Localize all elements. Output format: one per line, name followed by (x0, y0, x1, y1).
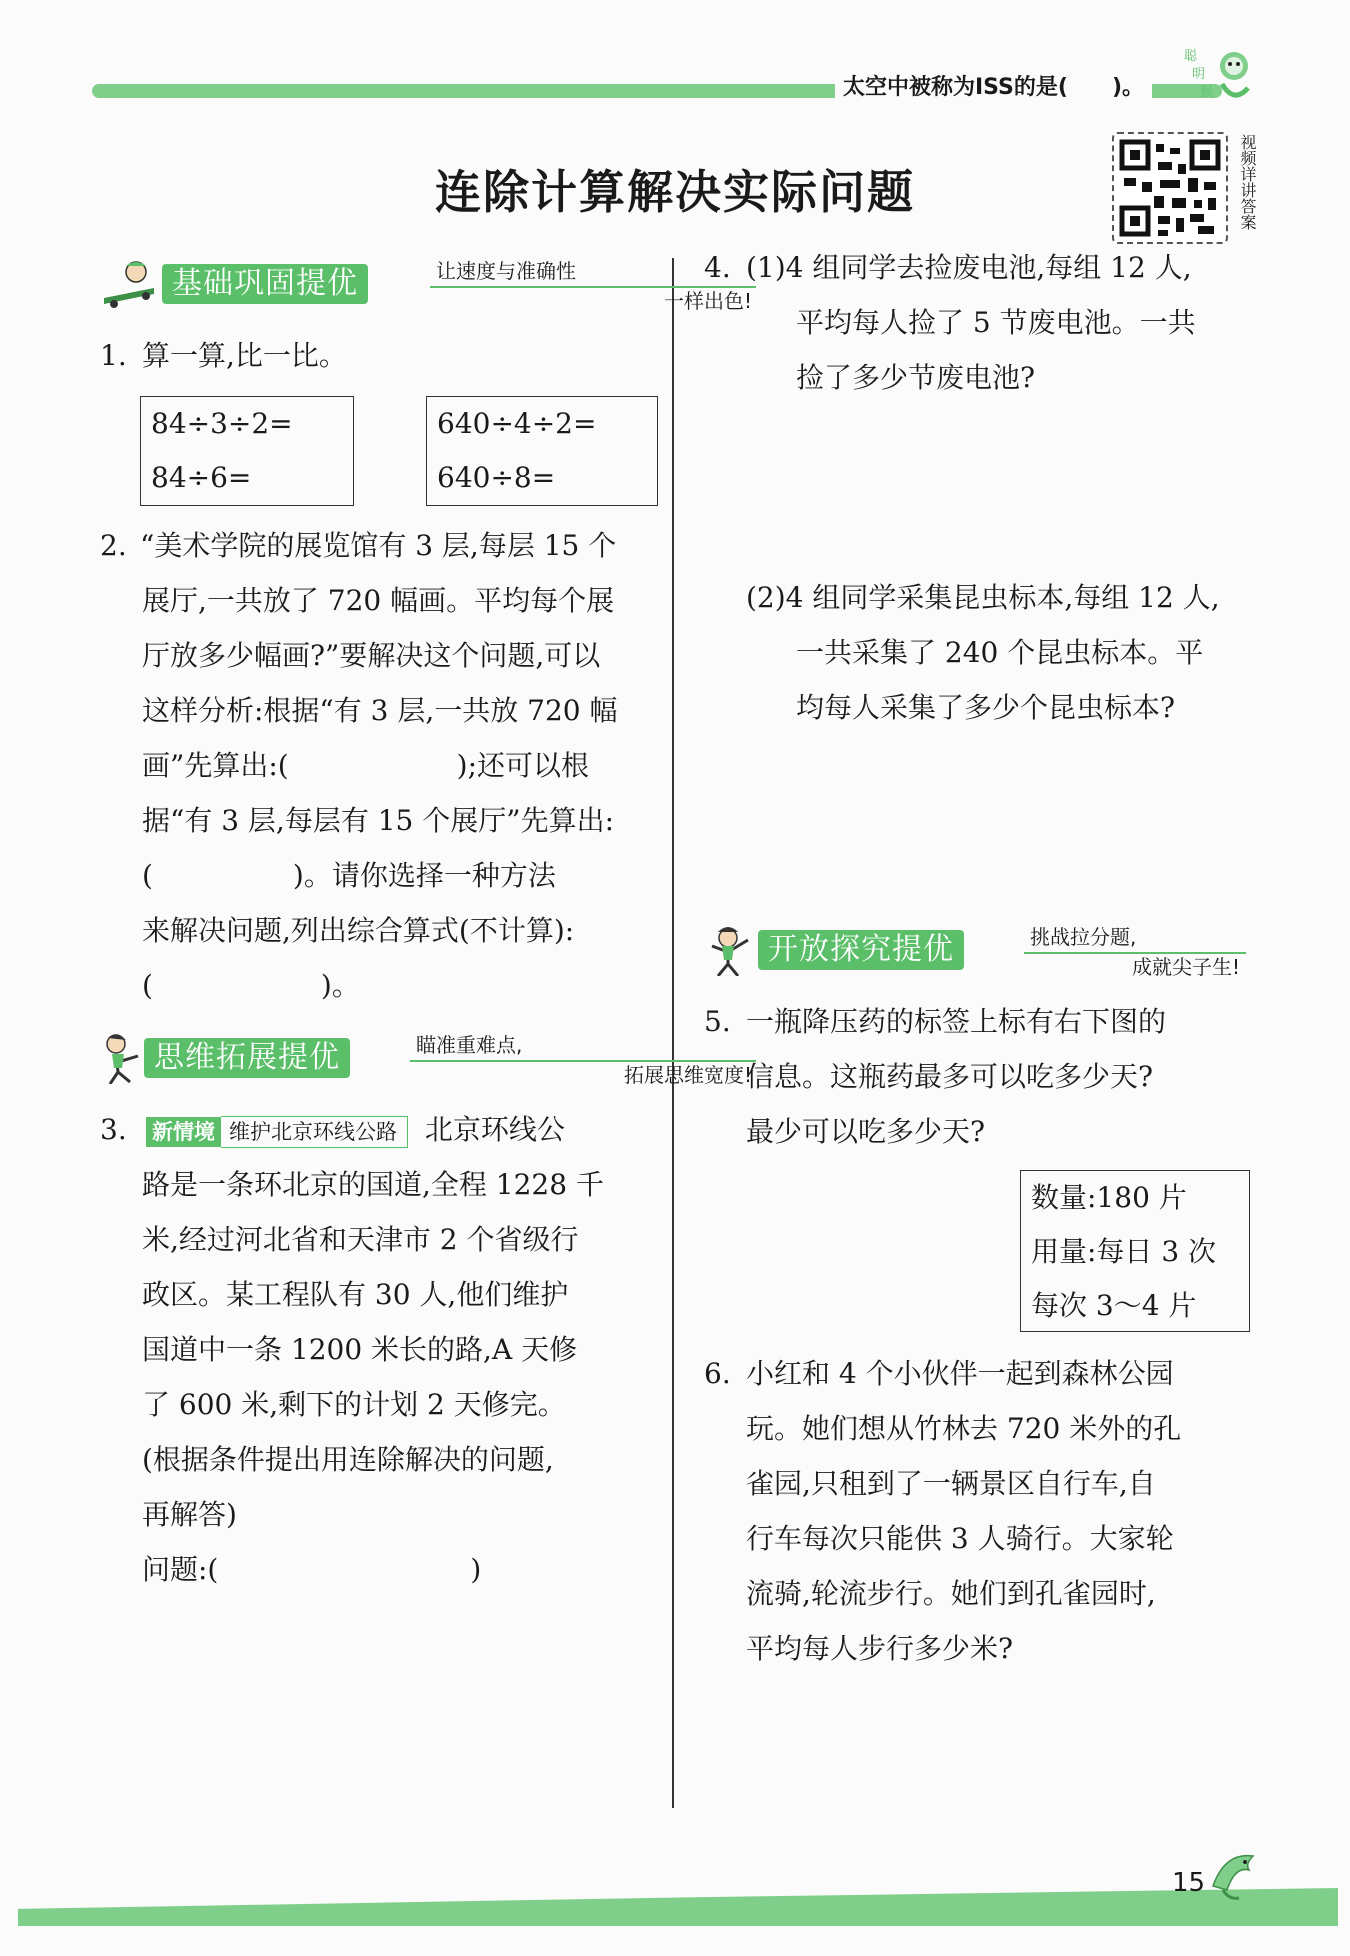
svg-text:明: 明 (1192, 67, 1206, 82)
section-thinking-label: 思维拓展提优 (144, 1038, 350, 1078)
q2-line: 展厅,一共放了 720 幅画。平均每个展 (142, 584, 615, 617)
dolphin-icon (1205, 1846, 1265, 1906)
q4-number: 4. (704, 251, 731, 284)
q6-line: 雀园,只租到了一辆景区自行车,自 (746, 1467, 1156, 1500)
q2-line: “美术学院的展览馆有 3 层,每层 15 个 (140, 529, 617, 562)
q2-line: 画”先算出:( );还可以根 (142, 749, 590, 782)
q3-line: 国道中一条 1200 米长的路,A 天修 (142, 1333, 578, 1366)
q2-line: 据“有 3 层,每层有 15 个展厅”先算出: (142, 804, 615, 837)
section-thinking-header (100, 1033, 752, 1087)
monkey-logo-icon (1182, 44, 1254, 108)
medicine-per-dose: 每次 3～4 片 (1031, 1289, 1197, 1322)
q5-line: 一瓶降压药的标签上标有右下图的 (746, 1005, 1167, 1038)
qr-code-icon[interactable] (1112, 132, 1228, 244)
q1-box-a-line1: 84÷3÷2= (151, 407, 293, 440)
q2-line: 厅放多少幅画?”要解决这个问题,可以 (142, 639, 601, 672)
q4-part2-line: 一共采集了 240 个昆虫标本。平 (796, 636, 1204, 669)
section-basic-label: 基础巩固提优 (162, 264, 368, 304)
q1-box-b-line2: 640÷8= (437, 461, 556, 494)
q5-number: 5. (704, 1005, 731, 1038)
q5-line: 最少可以吃多少天? (746, 1115, 986, 1148)
q6-line: 行车每次只能供 3 人骑行。大家轮 (746, 1522, 1174, 1555)
section-basic-header (100, 259, 752, 313)
q3-line: 了 600 米,剩下的计划 2 天修完。 (142, 1388, 566, 1421)
section-open-label: 开放探究提优 (758, 930, 964, 970)
page-title: 连除计算解决实际问题 (435, 165, 915, 219)
q4-part1-line: 捡了多少节废电池? (796, 361, 1036, 394)
boy-on-skateboard-icon (100, 258, 158, 310)
q6-line: 小红和 4 个小伙伴一起到森林公园 (746, 1357, 1174, 1390)
section-open-slogan1: 挑战拉分题, (1030, 924, 1190, 950)
q4-part1-line: 平均每人捡了 5 节废电池。一共 (796, 306, 1196, 339)
bottom-green-bar (18, 1888, 1338, 1926)
q3-first-text: 北京环线公 (424, 1113, 565, 1146)
medicine-dosage: 用量:每日 3 次 (1031, 1235, 1217, 1268)
explorer-kid-icon (704, 924, 762, 976)
q6-number: 6. (704, 1357, 731, 1390)
q3-first-line (146, 1102, 565, 1157)
qr-label: 视频详讲答案 (1238, 134, 1257, 230)
q2-number: 2. (100, 529, 127, 562)
new-context-tag: 新情境 (146, 1117, 221, 1147)
q1-box-a-line2: 84÷6= (151, 461, 252, 494)
q1-text: 算一算,比一比。 (142, 339, 347, 372)
section-thinking-slogan1: 瞄准重难点, (416, 1032, 616, 1058)
q6-line: 玩。她们想从竹林去 720 米外的孔 (746, 1412, 1182, 1445)
q3-line: 米,经过河北省和天津市 2 个省级行 (142, 1223, 579, 1256)
medicine-label-box (1020, 1170, 1250, 1332)
q3-line: 再解答) (142, 1498, 237, 1531)
section-open-header (704, 925, 1250, 979)
q4-part2-line: 均每人采集了多少个昆虫标本? (796, 691, 1176, 724)
q3-topic-tag: 维护北京环线公路 (221, 1116, 408, 1148)
medicine-quantity: 数量:180 片 (1031, 1181, 1187, 1214)
q5-line: 信息。这瓶药最多可以吃多少天? (746, 1060, 1154, 1093)
q1-box-a (140, 396, 354, 506)
logo-text: 聪 (1184, 49, 1198, 64)
page-number: 15 (1172, 1868, 1206, 1898)
q3-question-blank[interactable]: 问题:( ) (142, 1553, 482, 1586)
column-divider (672, 258, 674, 1808)
section-basic-slogan2: 一样出色! (663, 289, 752, 313)
q4-part2-line: (2)4 组同学采集昆虫标本,每组 12 人, (746, 581, 1220, 614)
svg-text:猴: 猴 (1200, 85, 1214, 100)
q2-line: 来解决问题,列出综合算式(不计算): (142, 914, 575, 947)
section-open-slogan2: 成就尖子生! (1131, 955, 1240, 979)
q3-line: (根据条件提出用连除解决的问题, (142, 1443, 554, 1476)
q1-number: 1. (100, 339, 127, 372)
q2-line: ( )。 (142, 969, 360, 1002)
q2-line: ( )。请你选择一种方法 (142, 859, 556, 892)
q3-number: 3. (100, 1113, 127, 1146)
q3-line: 路是一条环北京的国道,全程 1228 千 (142, 1168, 604, 1201)
q2-line: 这样分析:根据“有 3 层,一共放 720 幅 (142, 694, 618, 727)
q6-line: 平均每人步行多少米? (746, 1632, 1014, 1665)
q1-box-b-line1: 640÷4÷2= (437, 407, 597, 440)
section-thinking-slogan2: 拓展思维宽度! (623, 1063, 752, 1087)
section-basic-slogan1: 让速度与准确性 (436, 258, 636, 284)
q6-line: 流骑,轮流步行。她们到孔雀园时, (746, 1577, 1156, 1610)
q1-box-b (426, 396, 658, 506)
header-question: 太空中被称为ISS的是( )。 (835, 70, 1152, 101)
q3-line: 政区。某工程队有 30 人,他们维护 (142, 1278, 569, 1311)
q4-part1-line: (1)4 组同学去捡废电池,每组 12 人, (746, 251, 1192, 284)
